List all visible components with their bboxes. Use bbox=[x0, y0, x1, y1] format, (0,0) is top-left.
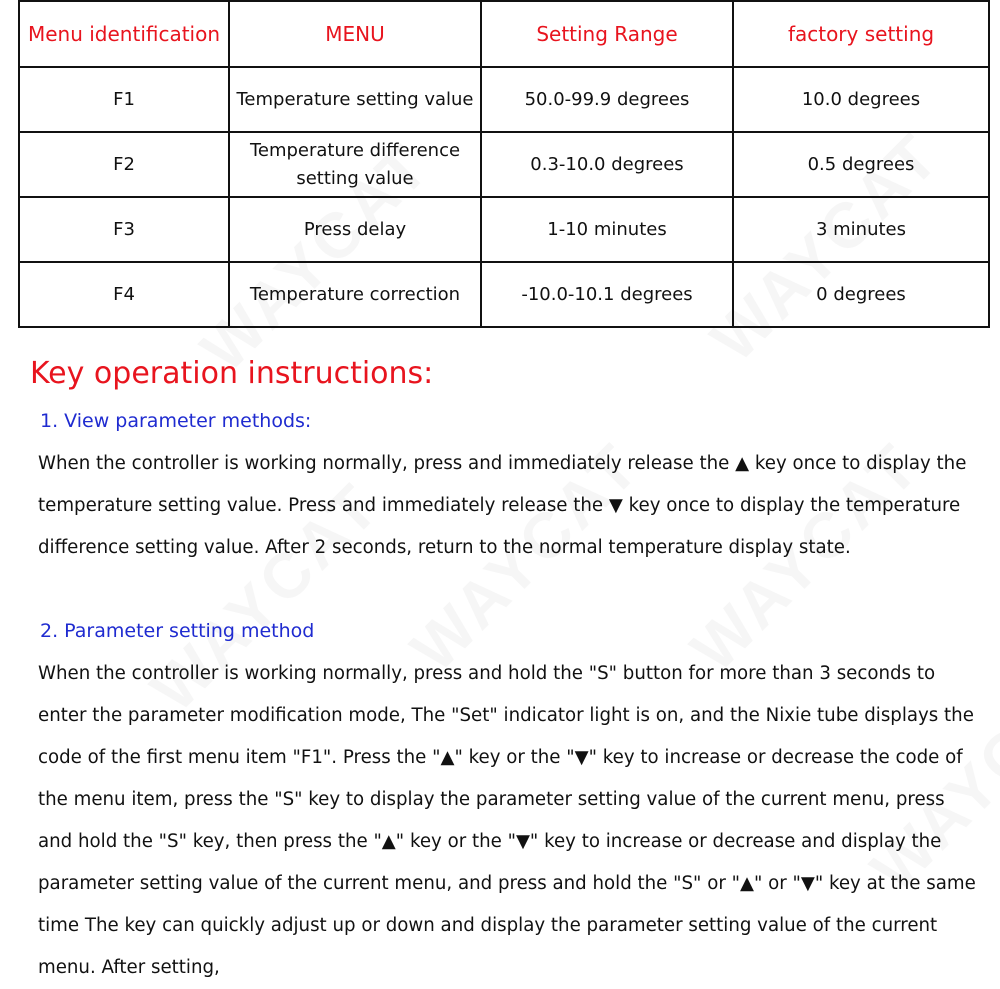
header-menu: MENU bbox=[229, 1, 481, 67]
table-row bbox=[19, 132, 989, 197]
header-menu-identification: Menu identification bbox=[19, 1, 229, 67]
step2-text: When the controller is working normally, press and hold the "S" button for more than 3 seconds to enter the parameter modification mode, The "Set" indicator light is on, and the Nixie tube displays the code of the first menu item "F1". Press the "▲" key or the "▼" key to increase or decrease the code of the menu item, press the "S" key to display the parameter setting value of the current menu, press and hold the "S" key, then press the "▲" key or the "▼" key to increase or decrease and display the parameter setting value of the current menu, and press and hold the "S" or "▲" or "▼" key at the same time The key can quickly adjust up or down and display the parameter setting value of the current menu. After setting, bbox=[38, 663, 976, 978]
cell-factory: 3 minutes bbox=[733, 197, 989, 262]
cell-code: F3 bbox=[19, 197, 229, 262]
cell-range: 1-10 minutes bbox=[481, 197, 733, 262]
cell-range: -10.0-10.1 degrees bbox=[481, 262, 733, 327]
table-header-row bbox=[19, 1, 989, 67]
cell-menu: Temperature correction bbox=[229, 262, 481, 327]
cell-menu: Temperature setting value bbox=[229, 67, 481, 132]
cell-range: 50.0-99.9 degrees bbox=[481, 67, 733, 132]
header-setting-range: Setting Range bbox=[481, 1, 733, 67]
header-factory-setting: factory setting bbox=[733, 1, 989, 67]
cell-menu: Temperature difference setting value bbox=[229, 132, 481, 197]
step1-text: When the controller is working normally, press and immediately release the ▲ key once to display the temperature setting value. Press and immediately release the ▼ key once to display the temperature difference setting value. After 2 seconds, return to the normal temperature display state. bbox=[38, 453, 967, 558]
cell-code: F1 bbox=[19, 67, 229, 132]
cell-code: F2 bbox=[19, 132, 229, 197]
table-row bbox=[19, 67, 989, 132]
cell-factory: 10.0 degrees bbox=[733, 67, 989, 132]
cell-menu: Press delay bbox=[229, 197, 481, 262]
table-row bbox=[19, 197, 989, 262]
cell-range: 0.3-10.0 degrees bbox=[481, 132, 733, 197]
step1-heading: 1. View parameter methods: bbox=[40, 410, 312, 432]
section-title: Key operation instructions: bbox=[30, 356, 434, 391]
menu-table bbox=[18, 0, 990, 328]
step2-heading: 2. Parameter setting method bbox=[40, 620, 315, 642]
cell-code: F4 bbox=[19, 262, 229, 327]
cell-factory: 0.5 degrees bbox=[733, 132, 989, 197]
cell-factory: 0 degrees bbox=[733, 262, 989, 327]
table-row bbox=[19, 262, 989, 327]
